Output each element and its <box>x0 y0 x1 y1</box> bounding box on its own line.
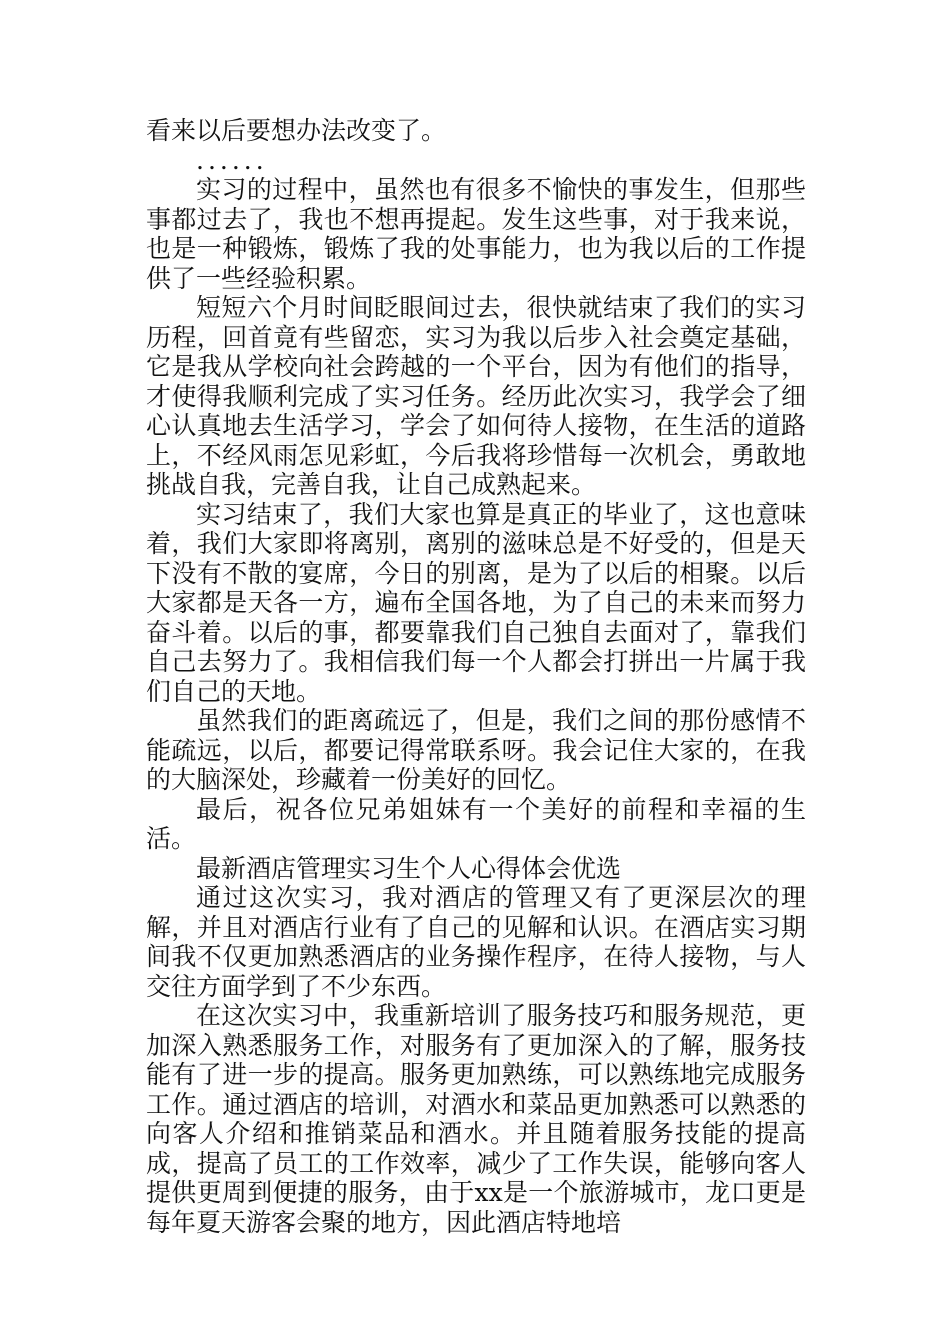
paragraph-hotel-understanding: 通过这次实习，我对酒店的管理又有了更深层次的理解，并且对酒店行业有了自己的见解和认识。在酒店实习期间我不仅更加熟悉酒店的业务操作程序，在待人接物，与人交往方面学到了不少东西。 <box>146 883 806 1001</box>
paragraph-distance: 虽然我们的距离疏远了，但是，我们之间的那份感情不能疏远，以后，都要记得常联系呀。我会记住大家的，在我的大脑深处，珍藏着一份美好的回忆。 <box>146 706 806 794</box>
paragraph-six-months: 短短六个月时间眨眼间过去，很快就结束了我们的实习历程，回首竟有些留恋，实习为我以后步入社会奠定基础，它是我从学校向社会跨越的一个平台，因为有他们的指导，才使得我顺利完成了实习任务。经历此次实习，我学会了细心认真地去生活学习，学会了如何待人接物，在生活的道路上，不经风雨怎见彩虹，今后我将珍惜每一次机会，勇敢地挑战自我，完善自我，让自己成熟起来。 <box>146 293 806 499</box>
paragraph-best-wishes: 最后，祝各位兄弟姐妹有一个美好的前程和幸福的生活。 <box>146 794 806 853</box>
paragraph-graduation: 实习结束了，我们大家也算是真正的毕业了，这也意味着，我们大家即将离别，离别的滋味总是不好受的，但是天下没有不散的宴席，今日的别离，是为了以后的相聚。以后大家都是天各一方，遍布全国各地，为了自己的未来而努力奋斗着。以后的事，都要靠我们自己独自去面对了，靠我们自己去努力了。我相信我们每一个人都会打拼出一片属于我们自己的天地。 <box>146 499 806 706</box>
document-body <box>146 116 806 1237</box>
paragraph-internship-process: 实习的过程中，虽然也有很多不愉快的事发生，但那些事都过去了，我也不想再提起。发生这些事，对于我来说，也是一种锻炼，锻炼了我的处事能力，也为我以后的工作提供了一些经验积累。 <box>146 175 806 293</box>
paragraph-continuation: 看来以后要想办法改变了。 <box>146 116 447 145</box>
ellipsis-line: ...... <box>196 145 268 175</box>
section-heading: 最新酒店管理实习生个人心得体会优选 <box>196 853 622 883</box>
paragraph-service-training: 在这次实习中，我重新培训了服务技巧和服务规范，更加深入熟悉服务工作，对服务有了更加深入的了解，服务技能有了进一步的提高。服务更加熟练，可以熟练地完成服务工作。通过酒店的培训，对酒水和菜品更加熟悉可以熟悉的向客人介绍和推销菜品和酒水。并且随着服务技能的提高成，提高了员工的工作效率，减少了工作失误，能够向客人提供更周到便捷的服务，由于xx是一个旅游城市，龙口更是每年夏天游客会聚的地方，因此酒店特地培 <box>146 1001 806 1237</box>
